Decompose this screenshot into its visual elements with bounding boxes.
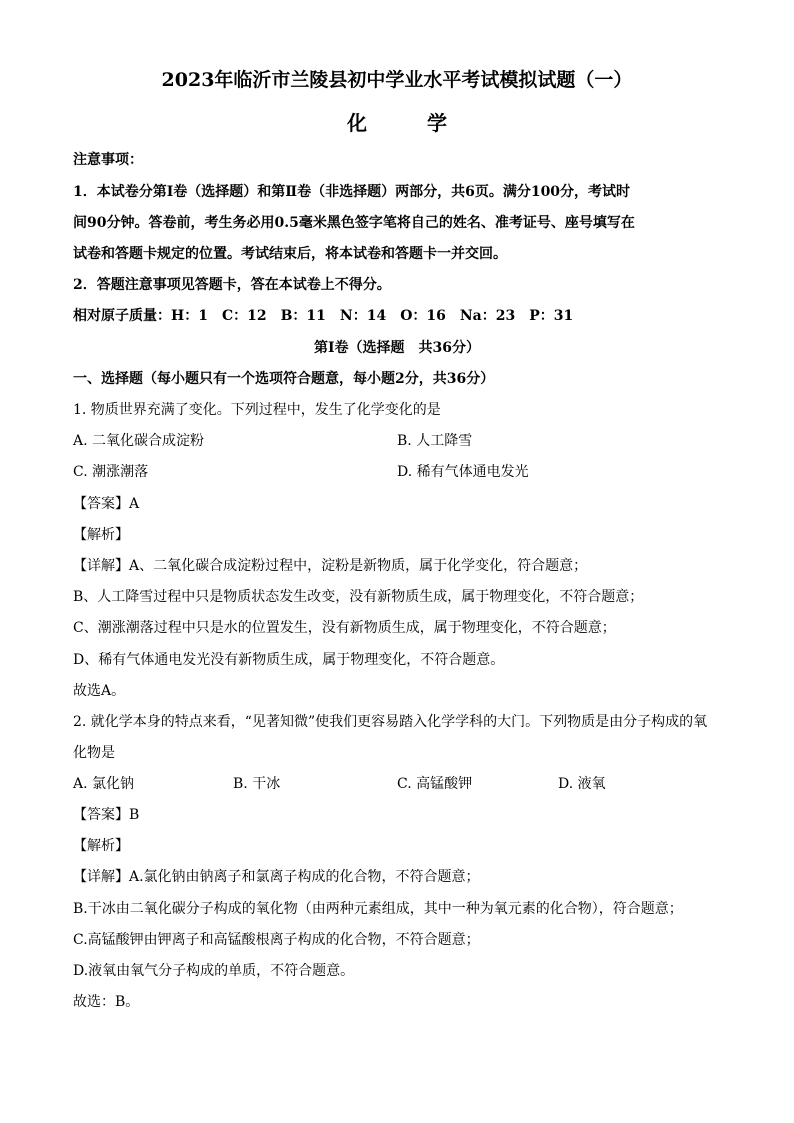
q2-option-d: D. 液氧 — [558, 776, 606, 792]
q1-detail-c: C、潮涨潮落过程中只是水的位置发生，没有新物质生成，属于物理变化，不符合题意； — [73, 620, 616, 636]
q2-option-b: B. 干冰 — [233, 776, 281, 792]
notice-heading: 注意事项： — [73, 152, 143, 168]
q1-detail-a: 【详解】A、二氧化碳合成淀粉过程中，淀粉是新物质，属于化学变化，符合题意； — [73, 558, 588, 574]
notice-item1-line3: 试卷和答题卡规定的位置。考试结束后，将本试卷和答题卡一并交回。 — [73, 246, 507, 262]
exam-title: 2023年临沂市兰陵县初中学业水平考试模拟试题（一） — [161, 69, 633, 91]
q1-option-a: A. 二氧化碳合成淀粉 — [73, 433, 205, 449]
subject-heading — [0, 113, 794, 133]
section-title: 第Ⅰ卷（选择题 共36分） — [313, 340, 481, 356]
q2-answer: 【答案】B — [73, 807, 140, 823]
q2-stem-line2: 化物是 — [73, 745, 115, 761]
q2-conclusion: 故选：B。 — [73, 994, 140, 1010]
notice-item1-line1: 1．本试卷分第Ⅰ卷（选择题）和第Ⅱ卷（非选择题）两部分，共6页。满分100分，考试时 — [73, 184, 631, 200]
notice-item2: 2．答题注意事项见答题卡，答在本试卷上不得分。 — [73, 277, 391, 293]
q1-option-b: B. 人工降雪 — [397, 433, 473, 449]
q2-analysis-label: 【解析】 — [73, 838, 129, 854]
subject-char-2: 学 — [427, 111, 447, 135]
part-title: 一、选择题（每小题只有一个选项符合题意，每小题2分，共36分） — [73, 371, 495, 387]
q1-answer: 【答案】A — [73, 496, 140, 512]
atomic-mass-line: 相对原子质量：H：1 C：12 B：11 N：14 O：16 Na：23 P：31 — [73, 308, 574, 324]
q1-detail-b: B、人工降雪过程中只是物质状态发生改变，没有新物质生成，属于物理变化，不符合题意； — [73, 589, 644, 605]
q2-option-c: C. 高锰酸钾 — [397, 776, 473, 792]
q1-conclusion: 故选A。 — [73, 683, 126, 699]
q1-option-c: C. 潮涨潮落 — [73, 464, 149, 480]
q2-detail-d: D.液氧由氧气分子构成的单质，不符合题意。 — [73, 963, 355, 979]
q2-detail-a: 【详解】A.氯化钠由钠离子和氯离子构成的化合物，不符合题意； — [73, 869, 480, 885]
subject-char-1: 化 — [347, 111, 367, 135]
q1-option-d: D. 稀有气体通电发光 — [397, 464, 529, 480]
q1-detail-d: D、稀有气体通电发光没有新物质生成，属于物理变化，不符合题意。 — [73, 652, 505, 668]
q2-detail-b: B.干冰由二氧化碳分子构成的氧化物（由两种元素组成，其中一种为氧元素的化合物），符合题意； — [73, 901, 683, 917]
notice-item1-line2: 间90分钟。答卷前，考生务必用0.5毫米黑色签字笔将自己的姓名、准考证号、座号填写在 — [73, 215, 635, 231]
q1-analysis-label: 【解析】 — [73, 527, 129, 543]
q2-detail-c: C.高锰酸钾由钾离子和高锰酸根离子构成的化合物，不符合题意； — [73, 932, 480, 948]
q2-option-a: A. 氯化钠 — [73, 776, 135, 792]
q1-stem: 1. 物质世界充满了变化。下列过程中，发生了化学变化的是 — [73, 402, 441, 418]
q2-stem-line1: 2. 就化学本身的特点来看，“见著知微”使我们更容易踏入化学学科的大门。下列物质是由分子构成的氧 — [73, 714, 708, 730]
